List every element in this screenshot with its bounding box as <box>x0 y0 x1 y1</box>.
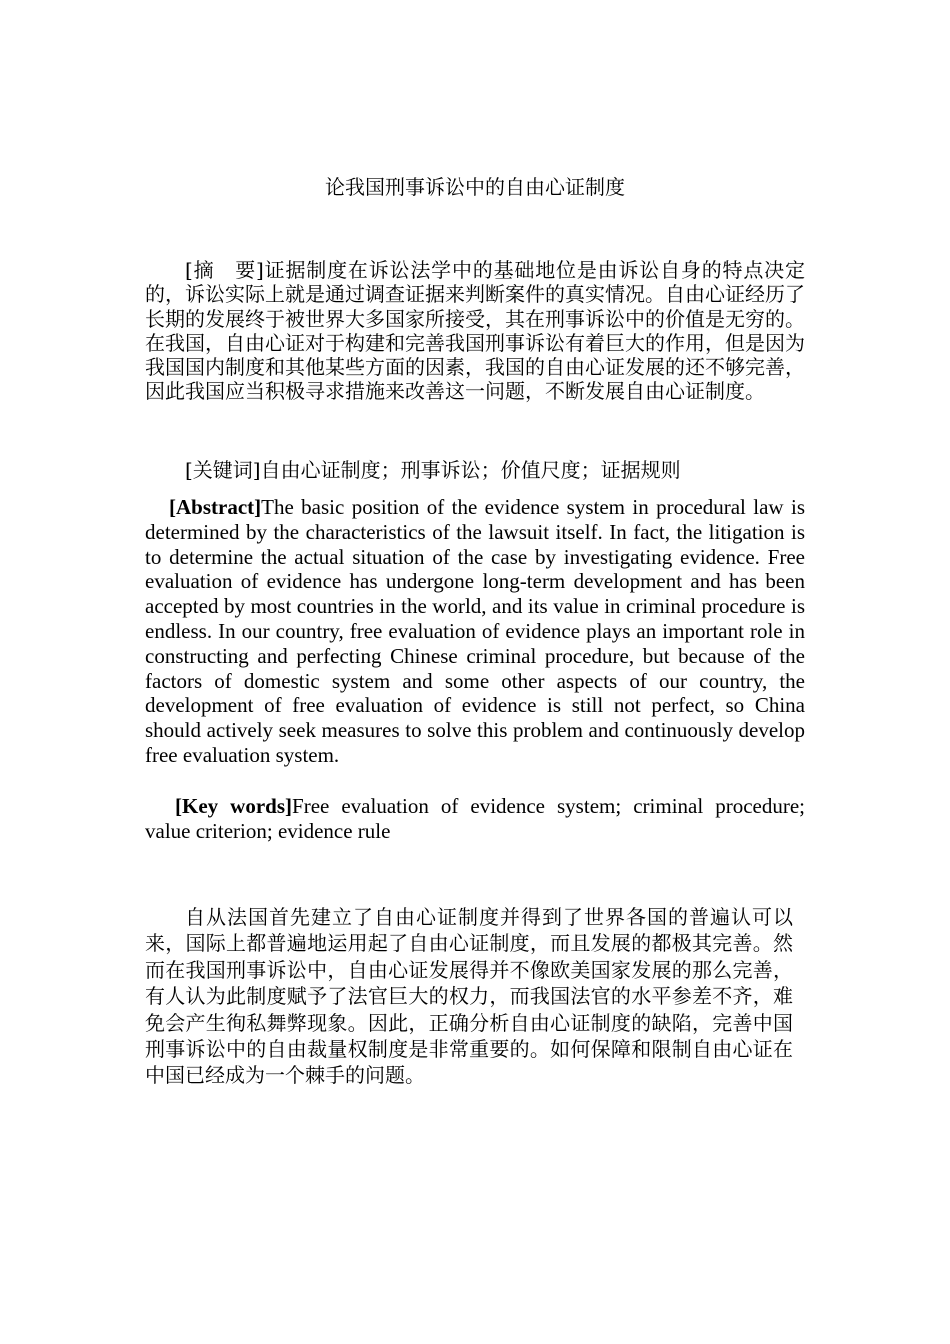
english-keywords-label: [Key words] <box>175 794 293 818</box>
chinese-keywords-text: 自由心证制度；刑事诉讼；价值尺度；证据规则 <box>260 458 681 482</box>
english-keywords <box>145 794 805 844</box>
chinese-keywords-label: [关键词] <box>185 458 261 482</box>
chinese-abstract-text: 证据制度在诉讼法学中的基础地位是由诉讼自身的特点决定的，诉讼实际上就是通过调查证据来判断案件的真实情况。自由心证经历了长期的发展终于被世界大多国家所接受，其在刑事诉讼中的价值是无穷的。在我国，自由心证对于构建和完善我国刑事诉讼有着巨大的作用，但是因为我国国内制度和其他某些方面的因素，我国的自由心证发展的还不够完善，因此我国应当积极寻求措施来改善这一问题，不断发展自由心证制度。 <box>145 258 805 404</box>
english-abstract-text: The basic position of the evidence system in procedural law is determined by the characteristics of the lawsuit itself. In fact, the litigation is to determine the actual situation of the case by investigating evidence. Free evaluation of evidence has undergone long-term development and has been accepted by most countries in the world, and its value in criminal procedure is endless. In our country, free evaluation of evidence plays an important role in constructing and perfecting Chinese criminal procedure, but because of the factors of domestic system and some other aspects of our country, the development of free evaluation of evidence is still not perfect, so China should actively seek measures to solve this problem and continuously develop free evaluation system. <box>145 495 805 767</box>
body-paragraph: 自从法国首先建立了自由心证制度并得到了世界各国的普遍认可以来，国际上都普遍地运用起了自由心证制度，而且发展的都极其完善。然而在我国刑事诉讼中，自由心证发展得并不像欧美国家发展的那么完善，有人认为此制度赋予了法官巨大的权力，而我国法官的水平参差不齐，难免会产生徇私舞弊现象。因此，正确分析自由心证制度的缺陷，完善中国刑事诉讼中的自由裁量权制度是非常重要的。如何保障和限制自由心证在中国已经成为一个棘手的问题。 <box>145 905 793 1088</box>
chinese-abstract <box>145 258 805 404</box>
english-abstract-label: [Abstract] <box>169 495 262 519</box>
chinese-keywords <box>145 456 805 484</box>
document-title: 论我国刑事诉讼中的自由心证制度 <box>325 175 625 199</box>
english-keywords-text: Free evaluation of evidence system; criminal procedure; value criterion; evidence rule <box>145 794 805 843</box>
chinese-abstract-label: [摘 要] <box>185 258 264 282</box>
english-abstract <box>145 495 805 768</box>
